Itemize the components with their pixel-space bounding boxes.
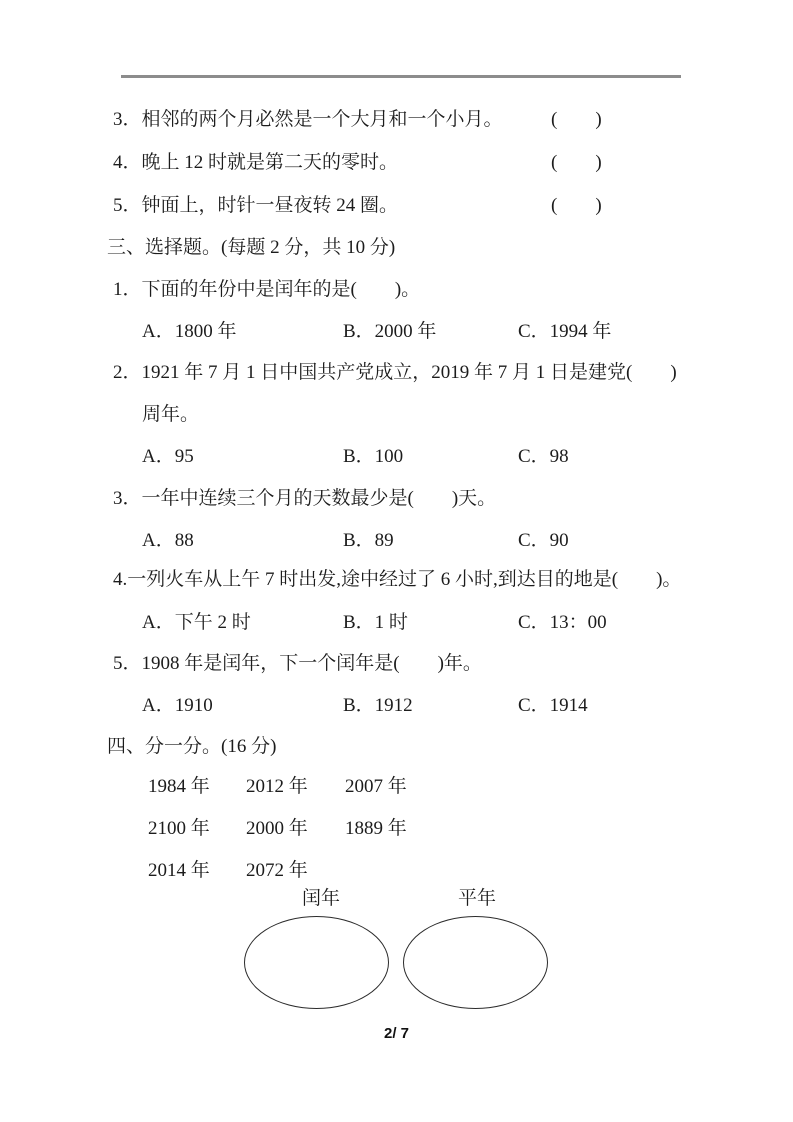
year-item-2072: 2072 年 <box>246 860 308 881</box>
question-3-option-b: B．89 <box>343 530 394 551</box>
question-4-option-a: A．下午 2 时 <box>142 612 251 633</box>
question-1-option-b: B．2000 年 <box>343 321 437 342</box>
year-item-1889: 1889 年 <box>345 818 407 839</box>
section-heading-sort: 四、分一分。(16 分) <box>107 736 277 757</box>
question-2-option-a: A．95 <box>142 446 194 467</box>
question-5-option-b: B．1912 <box>343 695 413 716</box>
year-item-2000: 2000 年 <box>246 818 308 839</box>
question-2-option-c: C．98 <box>518 446 569 467</box>
question-2-stem-continued: 周年。 <box>142 404 200 425</box>
year-item-2012: 2012 年 <box>246 776 308 797</box>
judge-item-5-answer-bracket: ( ) <box>551 195 602 216</box>
common-year-bin-label: 平年 <box>458 888 497 909</box>
question-2-stem: 2．1921 年 7 月 1 日中国共产党成立，2019 年 7 月 1 日是建党( ) <box>113 362 677 383</box>
common-year-bin-ellipse <box>403 916 548 1009</box>
header-divider-rule <box>121 75 681 78</box>
question-4-option-b: B．1 时 <box>343 612 408 633</box>
question-1-option-c: C．1994 年 <box>518 321 612 342</box>
question-2-option-b: B．100 <box>343 446 404 467</box>
judge-item-4-text: 4．晚上 12 时就是第二天的零时。 <box>113 152 399 173</box>
question-4-stem: 4.一列火车从上午 7 时出发,途中经过了 6 小时,到达目的地是( )。 <box>113 569 682 590</box>
judge-item-5-text: 5．钟面上，时针一昼夜转 24 圈。 <box>113 195 399 216</box>
leap-year-bin-label: 闰年 <box>302 888 341 909</box>
question-5-option-a: A．1910 <box>142 695 213 716</box>
judge-item-3-answer-bracket: ( ) <box>551 109 602 130</box>
judge-item-3-text: 3．相邻的两个月必然是一个大月和一个小月。 <box>113 109 503 130</box>
question-5-stem: 5．1908 年是闰年，下一个闰年是( )年。 <box>113 653 482 674</box>
year-item-1984: 1984 年 <box>148 776 210 797</box>
question-1-stem: 1．下面的年份中是闰年的是( )。 <box>113 279 421 300</box>
year-item-2014: 2014 年 <box>148 860 210 881</box>
judge-item-4-answer-bracket: ( ) <box>551 152 602 173</box>
page-number: 2/ 7 <box>383 1025 410 1042</box>
year-item-2007: 2007 年 <box>345 776 407 797</box>
question-5-option-c: C．1914 <box>518 695 588 716</box>
question-3-stem: 3．一年中连续三个月的天数最少是( )天。 <box>113 488 497 509</box>
question-3-option-c: C．90 <box>518 530 569 551</box>
section-heading-choice: 三、选择题。(每题 2 分，共 10 分) <box>107 237 396 258</box>
question-3-option-a: A．88 <box>142 530 194 551</box>
leap-year-bin-ellipse <box>244 916 389 1009</box>
question-4-option-c: C．13：00 <box>518 612 607 633</box>
question-1-option-a: A．1800 年 <box>142 321 237 342</box>
year-item-2100: 2100 年 <box>148 818 210 839</box>
